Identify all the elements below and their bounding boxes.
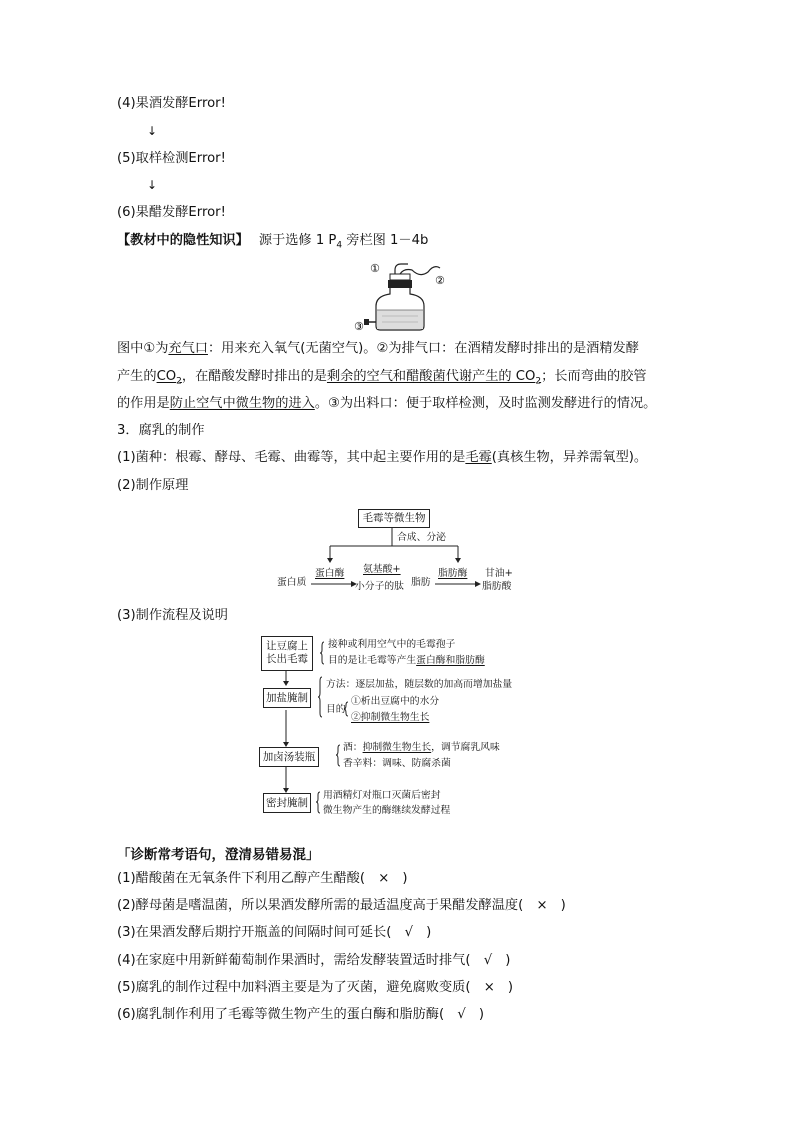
sealing-note-2: 微生物产生的酶继续发酵过程	[323, 805, 451, 816]
text: ，在醋酸发酵时排出的是	[181, 369, 327, 384]
text: 图中①为	[117, 341, 169, 356]
judgment-item: (5)腐乳的制作过程中加料酒主要是为了灭菌，避免腐败变质( × )	[117, 980, 514, 995]
fat-label: 脂肪	[411, 577, 431, 588]
principle-diagram	[275, 505, 535, 597]
underlined-answer: 充气口	[168, 341, 208, 356]
amino-label: 氨基酸+	[363, 564, 401, 575]
mold-note-1: 接种或利用空气中的毛霉孢子	[328, 639, 456, 650]
down-arrow-icon: ↓	[147, 124, 158, 138]
salting-purpose-label: 目的	[326, 704, 346, 715]
step-4: (4)果酒发酵Error!	[117, 96, 226, 111]
subscript: 2	[535, 376, 542, 387]
label-1: ①	[370, 262, 380, 275]
microbe-box: 毛霉等微生物	[358, 509, 430, 528]
step-salting-box: 加盐腌制	[263, 688, 311, 708]
underlined-answer: 防止空气中微生物的进入	[169, 396, 315, 411]
glycerol-label: 甘油+	[485, 568, 513, 579]
sealing-note-1: 用酒精灯对瓶口灭菌后密封	[323, 790, 441, 801]
hidden-knowledge-line	[117, 233, 428, 254]
mold-note-2	[328, 654, 485, 667]
underlined-answer: 蛋白酶和脂肪酶	[416, 655, 485, 666]
fermentation-apparatus-figure	[350, 258, 450, 334]
source-text-b: 旁栏图 1－4b	[342, 233, 429, 248]
protease-label: 蛋白酶	[315, 568, 345, 579]
text: ；长而弯曲的胶管	[541, 369, 647, 384]
judgment-item: (6)腐乳制作利用了毛霉等微生物产生的蛋白酶和脂肪酶( √ )	[117, 1007, 485, 1022]
section-3-title: 3．腐乳的制作	[117, 423, 205, 438]
judgment-item: (2)酵母菌是嗜温菌，所以果酒发酵所需的最适温度高于果醋发酵温度( × )	[117, 898, 566, 913]
judgment-item: (3)在果酒发酵后期拧开瓶盖的间隔时间可延长( √ )	[117, 925, 432, 940]
flow-heading: (3)制作流程及说明	[117, 608, 228, 623]
text: 长出毛霉	[266, 653, 308, 665]
text: (真核生物，异养需氧型)。	[491, 450, 648, 465]
step-sealing-box: 密封腌制	[263, 793, 311, 813]
paragraph-line-3	[117, 396, 656, 412]
text: ：用来充入氧气(无菌空气)。②为排气口：在酒精发酵时排出的是酒精发酵	[207, 341, 639, 356]
salting-method: 方法：逐层加盐，随层数的加高而增加盐量	[326, 679, 513, 690]
paragraph-line-2	[117, 369, 647, 390]
subscript: 2	[176, 376, 182, 387]
text: 酒：	[343, 742, 363, 753]
hidden-knowledge-tag: 【教材中的隐性知识】	[117, 233, 249, 248]
step-bottling-box: 加卤汤装瓶	[259, 747, 319, 767]
text: 产生的	[117, 369, 157, 384]
branch-label: 合成、分泌	[397, 532, 446, 543]
label-3: ③	[354, 320, 364, 333]
source-sub: 4	[336, 240, 343, 251]
flow-diagram	[256, 633, 556, 823]
text: 剩余的空气和醋酸菌代谢产生的 CO	[326, 369, 536, 384]
text: (1)菌种：根霉、酵母、毛霉、曲霉等，其中起主要作用的是	[117, 450, 466, 465]
strain-line	[117, 450, 647, 466]
judgment-item: (4)在家庭中用新鲜葡萄制作果酒时，需给发酵装置适时排气( √ )	[117, 953, 511, 968]
protein-label: 蛋白质	[277, 577, 307, 588]
underlined-answer: 毛霉	[465, 450, 492, 465]
text: 目的是让毛霉等产生	[328, 655, 417, 666]
paragraph-line-1	[117, 341, 639, 357]
bottling-note-1	[343, 741, 500, 754]
underlined-answer: 抑制微生物生长	[362, 742, 432, 753]
step-6: (6)果醋发酵Error!	[117, 205, 226, 220]
step-mold-box	[261, 636, 313, 671]
salting-purpose-1: ①析出豆腐中的水分	[351, 696, 440, 707]
down-arrow-icon: ↓	[147, 178, 158, 192]
source-text-a: 源于选修 1 P	[258, 233, 337, 248]
fatty-acid-label: 脂肪酸	[482, 581, 512, 592]
text: ，调节腐乳风味	[431, 742, 500, 753]
diagnosis-title: 「诊断常考语句，澄清易错易混」	[117, 847, 320, 863]
principle-heading: (2)制作原理	[117, 478, 189, 493]
label-2: ②	[435, 274, 445, 287]
lipase-label: 脂肪酶	[438, 568, 468, 579]
text: 。③为出料口：便于取样检测，及时监测发酵进行的情况。	[314, 396, 657, 411]
judgment-item: (1)醋酸菌在无氧条件下利用乙醇产生醋酸( × )	[117, 871, 408, 886]
peptide-label: 小分子的肽	[355, 581, 404, 592]
text: 的作用是	[117, 396, 170, 411]
step-5: (5)取样检测Error!	[117, 151, 226, 166]
salting-purpose-2: ②抑制微生物生长	[351, 712, 430, 723]
bottling-note-2: 香辛料：调味、防腐杀菌	[343, 758, 451, 769]
underlined-answer	[326, 369, 542, 387]
text: CO	[156, 369, 177, 384]
underlined-answer	[156, 369, 182, 387]
text: 让豆腐上	[266, 640, 308, 652]
